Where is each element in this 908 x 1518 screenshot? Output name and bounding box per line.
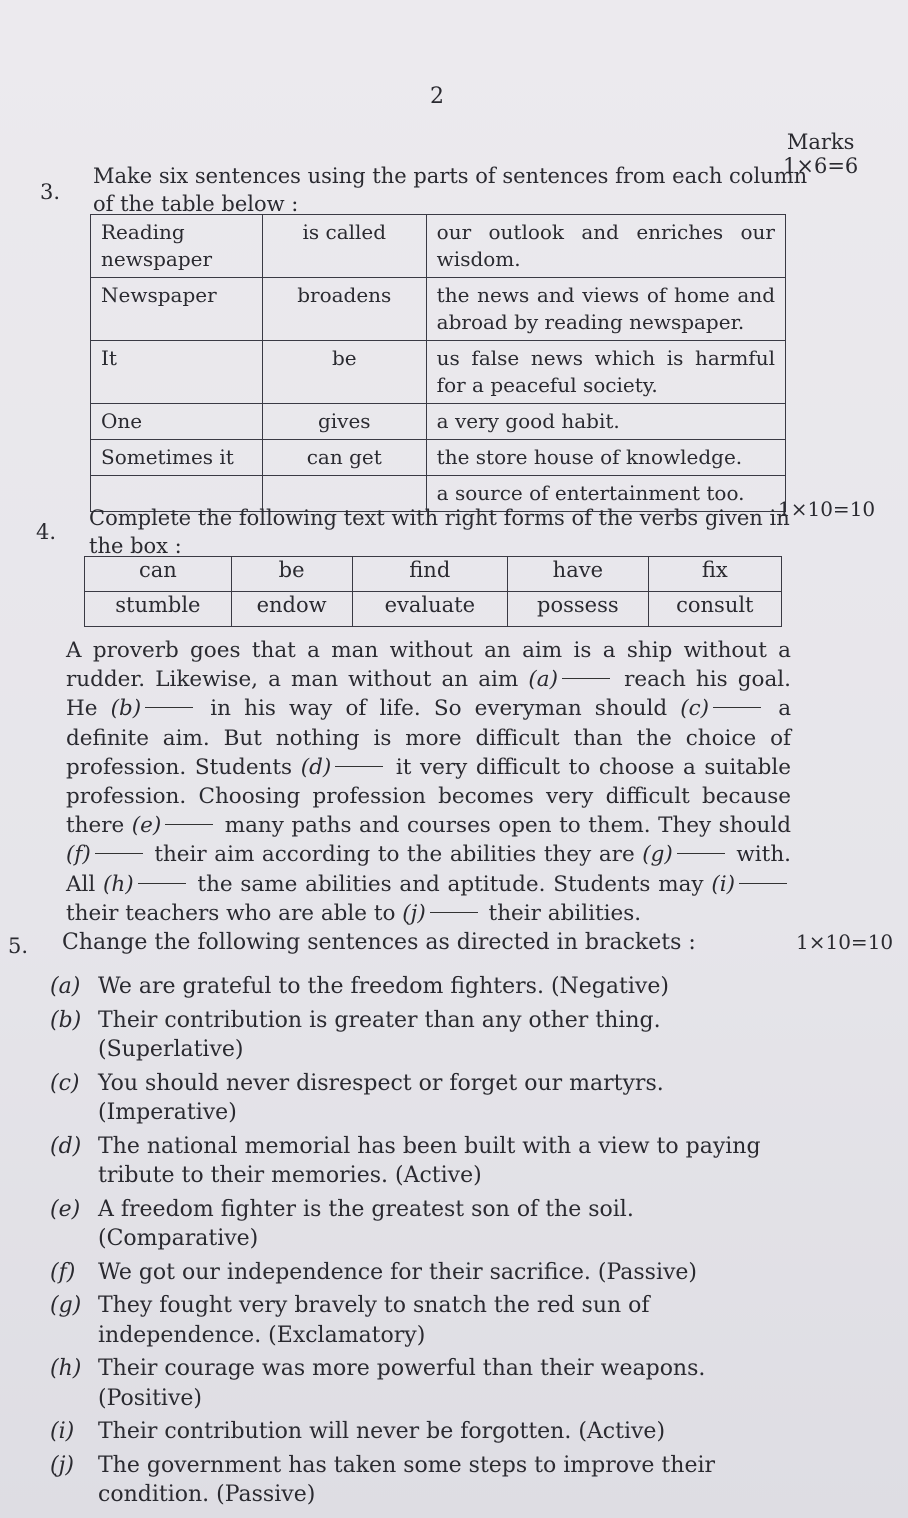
blank-label: (b)	[110, 696, 142, 722]
table-cell-col3: a source of entertainment too.	[426, 476, 785, 512]
table-cell-col2: gives	[262, 404, 426, 440]
verb-cell: evaluate	[352, 592, 508, 627]
passage-text: it very difficult to choose a suitable profession. Choosing profession becomes very difficult because there	[66, 754, 792, 839]
page-number: 2	[430, 84, 444, 109]
q4-number: 4.	[36, 520, 57, 544]
item-label: (a)	[50, 974, 81, 999]
passage-text: their teachers who are able to	[66, 900, 403, 926]
item-text: We got our independence for their sacrifice. (Passive)	[98, 1259, 698, 1285]
table-row	[91, 404, 786, 440]
verb-row	[85, 592, 782, 627]
table-cell-col3: the store house of knowledge.	[426, 440, 785, 476]
blank-label: (g)	[642, 842, 673, 868]
passage-text: reach his goal. He	[66, 667, 792, 722]
answer-blank[interactable]	[562, 678, 610, 679]
list-item	[48, 1451, 793, 1510]
table-cell-col1: One	[91, 404, 263, 440]
table-row	[91, 215, 786, 278]
q5-instruction: Change the following sentences as directed in brackets :	[62, 930, 696, 955]
q3-instruction	[93, 162, 807, 218]
answer-blank[interactable]	[713, 707, 761, 708]
q3-number: 3.	[40, 180, 61, 204]
item-label: (e)	[50, 1196, 81, 1222]
item-text: You should never disrespect or forget our martyrs. (Imperative)	[98, 1070, 664, 1125]
passage-text: their abilities.	[481, 900, 642, 926]
blank-label: (f)	[66, 842, 91, 868]
list-item	[48, 1417, 793, 1447]
table-row	[91, 278, 786, 341]
item-label: (c)	[50, 1070, 80, 1096]
item-label: (g)	[50, 1293, 82, 1318]
answer-blank[interactable]	[138, 883, 186, 884]
passage-text: in his way of life. So everyman should	[197, 696, 681, 722]
table-cell-col2: broadens	[262, 278, 426, 341]
verb-cell: find	[352, 557, 508, 592]
q3-instruction-line2: of the table below :	[93, 192, 299, 216]
answer-blank[interactable]	[145, 707, 193, 708]
table-cell-col1: It	[91, 341, 263, 404]
table-cell-col1: Newspaper	[91, 278, 263, 341]
q5-number: 5.	[8, 934, 29, 958]
item-label: (d)	[50, 1133, 82, 1159]
answer-blank[interactable]	[335, 766, 383, 767]
item-label: (i)	[50, 1419, 75, 1444]
item-text: The government has taken some steps to improve their condition. (Passive)	[98, 1452, 716, 1507]
table-cell-col2: is called	[262, 215, 426, 278]
table-cell-col2: can get	[262, 440, 426, 476]
blank-label: (e)	[131, 813, 162, 839]
table-cell-col3: us false news which is harmful for a peaceful society.	[426, 341, 785, 404]
list-item	[48, 1258, 793, 1288]
table-row	[91, 341, 786, 404]
table-cell-col3: our outlook and enriches our wisdom.	[426, 215, 785, 278]
item-label: (j)	[50, 1452, 74, 1478]
blank-label: (d)	[300, 754, 332, 780]
verb-cell: be	[231, 557, 352, 592]
item-label: (h)	[50, 1356, 82, 1381]
list-item	[48, 1291, 793, 1350]
verb-cell: endow	[231, 592, 352, 627]
blank-label: (i)	[711, 871, 735, 897]
item-text: We are grateful to the freedom fighters. (Negative)	[98, 974, 669, 999]
verb-cell: consult	[648, 592, 781, 627]
q4-instruction-line2: the box :	[89, 534, 182, 558]
item-text: Their contribution is greater than any other thing. (Superlative)	[98, 1007, 661, 1062]
passage-text: the same abilities and aptitude. Students may	[189, 871, 712, 897]
q4-marks: 1×10=10	[778, 497, 876, 521]
passage-text: their aim according to the abilities they are	[146, 842, 643, 868]
q4-verb-box	[84, 556, 782, 627]
verb-cell: stumble	[85, 592, 232, 627]
passage-text: with. All	[66, 842, 791, 897]
q3-marks: 1×6=6	[783, 154, 859, 178]
table-cell-col3: the news and views of home and abroad by reading newspaper.	[426, 278, 785, 341]
list-item	[48, 972, 793, 1002]
passage-text: a definite aim. But nothing is more difficult than the choice of profession. Students	[66, 696, 792, 780]
verb-cell: fix	[648, 557, 781, 592]
passage-text: A proverb goes that a man without an aim is a ship without a rudder. Likewise, a man without an aim	[66, 638, 791, 693]
item-text: The national memorial has been built with a view to paying tribute to their memories. (Active)	[98, 1133, 761, 1188]
blank-label: (h)	[103, 871, 134, 897]
item-label: (b)	[50, 1007, 82, 1033]
table-cell-col2: be	[262, 341, 426, 404]
q3-instruction-line1: Make six sentences using the parts of sentences from each column	[93, 164, 808, 188]
q5-marks: 1×10=10	[796, 930, 894, 954]
q3-sentence-table	[90, 214, 786, 512]
list-item	[48, 1132, 793, 1191]
answer-blank[interactable]	[165, 824, 213, 825]
q4-instruction	[89, 504, 790, 560]
verb-cell: can	[85, 557, 232, 592]
answer-blank[interactable]	[430, 912, 478, 913]
passage-text: many paths and courses open to them. They should	[217, 813, 791, 839]
table-row	[91, 440, 786, 476]
table-cell-col1: Reading newspaper	[91, 215, 263, 278]
item-text: Their contribution will never be forgotten. (Active)	[98, 1419, 666, 1444]
answer-blank[interactable]	[739, 883, 787, 884]
list-item	[48, 1354, 793, 1413]
blank-label: (c)	[680, 696, 710, 722]
verb-cell: have	[508, 557, 649, 592]
table-cell-col1: Sometimes it	[91, 440, 263, 476]
answer-blank[interactable]	[677, 853, 725, 854]
table-cell-col3: a very good habit.	[426, 404, 785, 440]
q4-passage	[66, 636, 791, 928]
q4-instruction-line1: Complete the following text with right forms of the verbs given in	[89, 506, 790, 530]
verb-row	[85, 557, 782, 592]
q5-item-list	[48, 972, 793, 1514]
item-text: Their courage was more powerful than their weapons. (Positive)	[98, 1356, 706, 1411]
item-label: (f)	[50, 1259, 76, 1285]
marks-header: Marks	[786, 130, 855, 154]
list-item	[48, 1069, 793, 1128]
list-item	[48, 1195, 793, 1254]
list-item	[48, 1006, 793, 1065]
blank-label: (j)	[402, 900, 426, 926]
verb-cell: possess	[508, 592, 649, 627]
item-text: A freedom fighter is the greatest son of the soil. (Comparative)	[98, 1196, 634, 1251]
blank-label: (a)	[528, 667, 559, 693]
answer-blank[interactable]	[95, 853, 143, 854]
item-text: They fought very bravely to snatch the red sun of independence. (Exclamatory)	[98, 1293, 650, 1348]
